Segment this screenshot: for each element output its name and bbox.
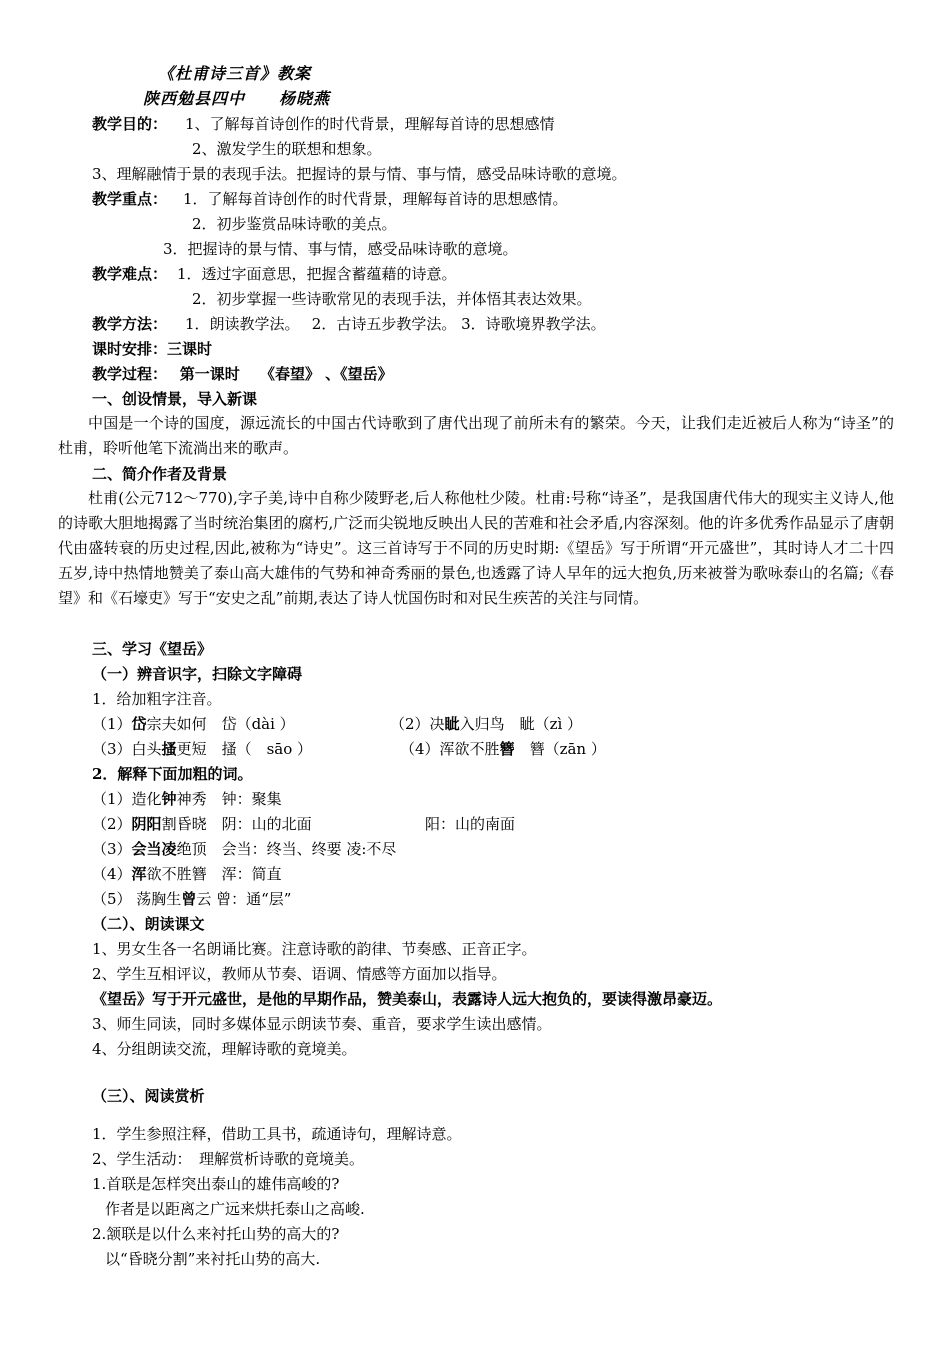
section-2-text: 杜甫(公元712～770),字子美,诗中自称少陵野老,后人称他杜少陵。杜甫:号称“诗圣”，是我国唐代伟大的现实主义诗人,他的诗歌大胆地揭露了当时统治集团的腐朽,广泛而尖锐地反映出人民的苦难和社会矛盾,内容深刻。他的许多优秀作品显示了唐朝代由盛转衰的历史过程,因此,被称为“诗史”。这三首诗写于不同的历史时期:《望岳》写于所谓“开元盛世”，其时诗人才二十四五岁,诗中热情地赞美了泰山高大雄伟的气势和神奇秀丽的景色,也透露了诗人早年的远大抱负,历来被誉为歌咏泰山的名篇;《春望》和《石壕吏》写于“安史之乱”前期,表达了诗人忧国伤时和对民生疾苦的关注与同情。 xyxy=(58,489,894,607)
process-line: 教学过程： 第一课时 《春望》 、《望岳》 xyxy=(92,365,393,383)
key-points-item-1: 1．了解每首诗创作的时代背景，理解每首诗的思想感情。 xyxy=(183,190,568,208)
key-points-item-3: 3．把握诗的景与情、事与情，感受品味诗歌的意境。 xyxy=(163,240,518,258)
analysis-item-2: 2、学生活动： 理解赏析诗歌的竟境美。 xyxy=(92,1150,365,1168)
pinyin-item-1: （1）岱宗夫如何 岱（dài ） xyxy=(92,715,295,733)
explain-item-2-extra: 阳：山的南面 xyxy=(425,815,516,833)
explain-item-3: （3）会当凌绝顶 会当：终当、终要 凌:不尽 xyxy=(92,840,397,858)
goals-label: 教学目的： xyxy=(92,115,168,133)
pinyin-item-4: （4）浑欲不胜簪 簪（zān ） xyxy=(400,740,606,758)
goals-item-2: 2、激发学生的联想和想象。 xyxy=(192,140,382,158)
reading-item-1: 1、男女生各一名朗诵比赛。注意诗歌的韵律、节奏感、正音正字。 xyxy=(92,940,537,958)
methods-text: 1．朗读教学法。 2．古诗五步教学法。 3．诗歌境界教学法。 xyxy=(185,315,606,333)
explain-item-4: （4）浑欲不胜簪 浑：简直 xyxy=(92,865,282,883)
key-points-item-2: 2．初步鉴赏品味诗歌的美点。 xyxy=(192,215,397,233)
explain-item-2: （2）阴阳割昏晓 阴：山的北面 xyxy=(92,815,312,833)
key-points-label: 教学重点： xyxy=(92,190,168,208)
section-1-heading: 一、创设情景，导入新课 xyxy=(92,390,258,408)
explain-item-1: （1）造化钟神秀 钟：聚集 xyxy=(92,790,282,808)
reading-item-3: 3、师生同读，同时多媒体显示朗读节奏、重音，要求学生读出感情。 xyxy=(92,1015,552,1033)
goals-item-3: 3、理解融情于景的表现手法。把握诗的景与情、事与情，感受品味诗歌的意境。 xyxy=(92,165,627,183)
section-1-text: 中国是一个诗的国度，源远流长的中国古代诗歌到了唐代出现了前所未有的繁荣。今天，让我们走近被后人称为“诗圣”的杜甫，聆听他笔下流淌出来的歌声。 xyxy=(58,414,894,457)
analysis-answer-2: 以“昏晓分割”来衬托山势的高大. xyxy=(105,1250,321,1268)
pinyin-item-2: （2）决眦入归鸟 眦（zì ） xyxy=(390,715,583,733)
reading-emphasis: 《望岳》写于开元盛世，是他的早期作品，赞美泰山，表露诗人远大抱负的，要读得激昂豪迈。 xyxy=(92,990,723,1008)
subsection-2-heading: （二）、朗读课文 xyxy=(92,915,205,933)
reading-item-2: 2、学生互相评议，教师从节奏、语调、情感等方面加以指导。 xyxy=(92,965,507,983)
analysis-answer-1: 作者是以距离之广远来烘托泰山之高峻. xyxy=(105,1200,365,1218)
pinyin-question: 1．给加粗字注音。 xyxy=(92,690,222,708)
schedule: 课时安排：三课时 xyxy=(92,340,213,358)
subsection-3-heading: （三）、阅读赏析 xyxy=(92,1087,205,1105)
section-2-heading: 二、简介作者及背景 xyxy=(92,465,228,483)
difficulties-label: 教学难点： xyxy=(92,265,168,283)
methods-label: 教学方法： xyxy=(92,315,168,333)
explain-item-5: （5） 荡胸生曾云 曾：通“层” xyxy=(92,890,292,908)
pinyin-item-3: （3）白头搔更短 搔（ sāo ） xyxy=(92,740,313,758)
section-3-heading: 三、学习《望岳》 xyxy=(92,640,213,658)
explain-question: 2．解释下面加粗的词。 xyxy=(92,765,253,783)
analysis-question-2: 2.颔联是以什么来衬托山势的高大的? xyxy=(92,1225,340,1243)
subsection-1-heading: （一）辨音识字，扫除文字障碍 xyxy=(92,665,303,683)
reading-item-4: 4、分组朗读交流，理解诗歌的竟境美。 xyxy=(92,1040,357,1058)
author-line: 陕西勉县四中 杨晓燕 xyxy=(143,89,331,108)
difficulties-item-2: 2．初步掌握一些诗歌常见的表现手法，并体悟其表达效果。 xyxy=(192,290,592,308)
difficulties-item-1: 1．透过字面意思，把握含蓄蕴藉的诗意。 xyxy=(177,265,457,283)
document-title: 《杜甫诗三首》教案 xyxy=(158,64,312,83)
analysis-question-1: 1.首联是怎样突出泰山的雄伟高峻的? xyxy=(92,1175,340,1193)
goals-item-1: 1、了解每首诗创作的时代背景，理解每首诗的思想感情 xyxy=(185,115,555,133)
analysis-item-1: 1．学生参照注释，借助工具书，疏通诗句，理解诗意。 xyxy=(92,1125,462,1143)
